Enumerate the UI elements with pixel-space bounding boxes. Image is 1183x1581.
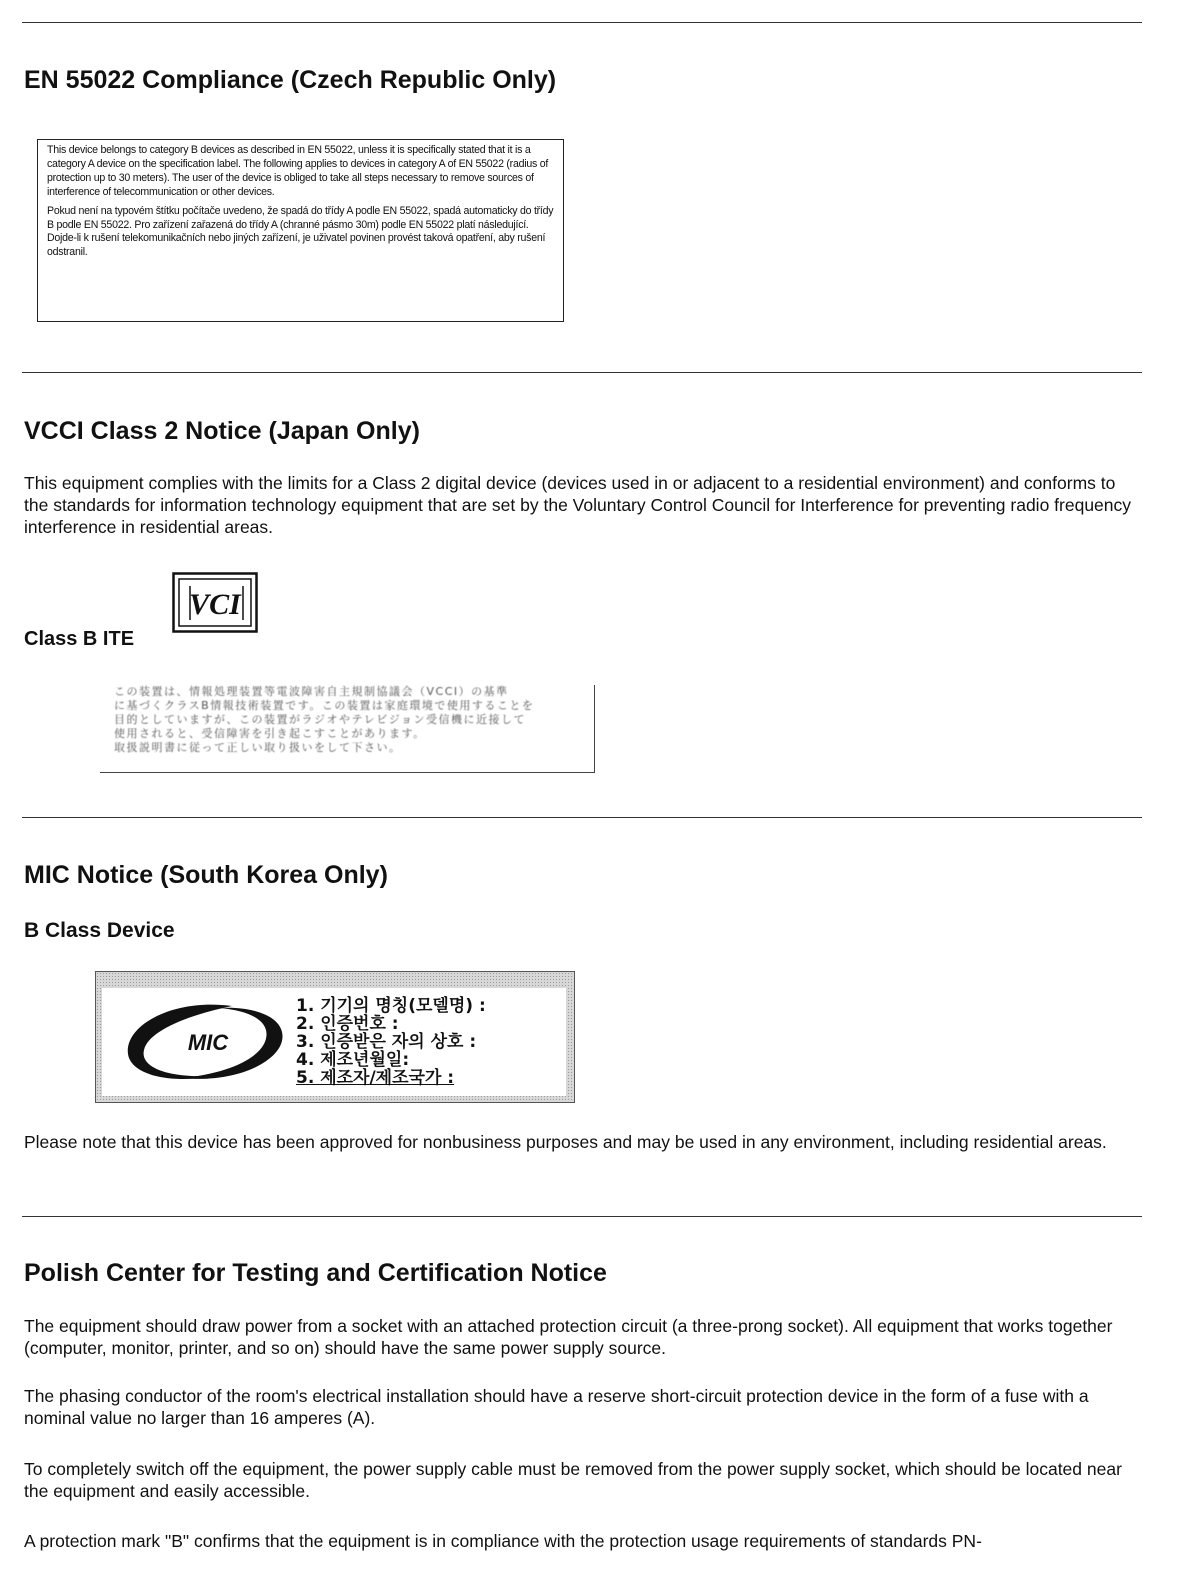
mic-label-inner — [102, 988, 566, 1096]
mic-field-5: 5. 제조자/제조국가 : — [296, 1068, 455, 1088]
czech-section-title: EN 55022 Compliance (Czech Republic Only) — [24, 66, 557, 94]
class-b-ite-label: Class B ITE — [24, 628, 135, 650]
vcci-body-text: This equipment complies with the limits for a Class 2 digital device (devices used in or adjacent to a residential environment) and conforms to the standards for information technology equipment that are set by the Voluntary Control Council for Interference for preventing radio frequency interference in residential areas. — [24, 473, 1132, 537]
polish-paragraph: A protection mark "B" confirms that the equipment is in compliance with the protection usage requirements of standards PN- — [24, 1531, 982, 1551]
mic-note-text: Please note that this device has been approved for nonbusiness purposes and may be used in any environment, including residential areas. — [24, 1132, 1107, 1152]
b-class-device-subtitle: B Class Device — [24, 919, 175, 942]
vcci-logo-icon — [172, 572, 258, 633]
section-divider — [22, 372, 1142, 373]
japanese-notice-box — [100, 685, 595, 773]
polish-paragraph: To completely switch off the equipment, the power supply cable must be removed from the power supply socket, which should be located near the equipment and easily accessible. — [24, 1459, 1122, 1501]
mic-label-panel — [95, 971, 575, 1103]
vcci-logo-text: VCI — [189, 588, 241, 621]
polish-section-title: Polish Center for Testing and Certification Notice — [24, 1259, 607, 1287]
japanese-notice-text: この装置は、情報処理装置等電波障害自主規制協議会（VCCI）の基準 に基づくクラスB情報技術装置です。この装置は家庭環境で使用することを 目的としていますが、この装置がラジオやテレビジョン受信機に近接して 使用されると、受信障害を引き起こすことがあります。 取扱説明書に従って正しい取り扱いをして下さい。 — [114, 685, 535, 754]
polish-paragraph: The equipment should draw power from a socket with an attached protection circuit (a three-prong socket). All equipment that works together (computer, monitor, printer, and so on) should have the same power supply source. — [24, 1316, 1113, 1358]
czech-box-czech-text: Pokud není na typovém štítku počítače uvedeno, že spadá do třídy A podle EN 55022, spadá automaticky do třídy B podle EN 55022. Pro zařízení zařazená do třídy A (chranné pásmo 30m) podle EN 55022 platí následující. Dojde-li k rušení telekomunikačních nebo jiných zařízení, je uživatel povinen provést taková opatření, aby rušení odstranil. — [47, 204, 554, 259]
czech-box-english-text: This device belongs to category B devices as described in EN 55022, unless it is specifically stated that it is a category A device on the specification label. The following applies to devices in category A of EN 55022 (radius of protection up to 30 meters). The user of the device is obliged to take all steps necessary to remove sources of interference of telecommunication or other devices. — [47, 144, 549, 198]
mic-field-3: 3. 인증받은 자의 상호 : — [296, 1032, 477, 1052]
czech-compliance-box — [37, 139, 564, 322]
mic-field-2: 2. 인증번호 : — [296, 1014, 399, 1034]
mic-logo-text: MIC — [187, 1030, 229, 1055]
mic-label-fields — [296, 997, 486, 1087]
section-divider — [22, 22, 1142, 23]
section-divider — [22, 1216, 1142, 1217]
vcci-section-title: VCCI Class 2 Notice (Japan Only) — [24, 417, 420, 445]
polish-paragraph: The phasing conductor of the room's electrical installation should have a reserve short-circuit protection device in the form of a fuse with a nominal value no larger than 16 amperes (A). — [24, 1386, 1089, 1428]
section-divider — [22, 817, 1142, 818]
mic-logo-icon — [112, 992, 297, 1092]
mic-field-1: 1. 기기의 명칭(모델명) : — [296, 996, 486, 1016]
mic-section-title: MIC Notice (South Korea Only) — [24, 861, 388, 889]
mic-field-4: 4. 제조년월일: — [296, 1050, 410, 1070]
